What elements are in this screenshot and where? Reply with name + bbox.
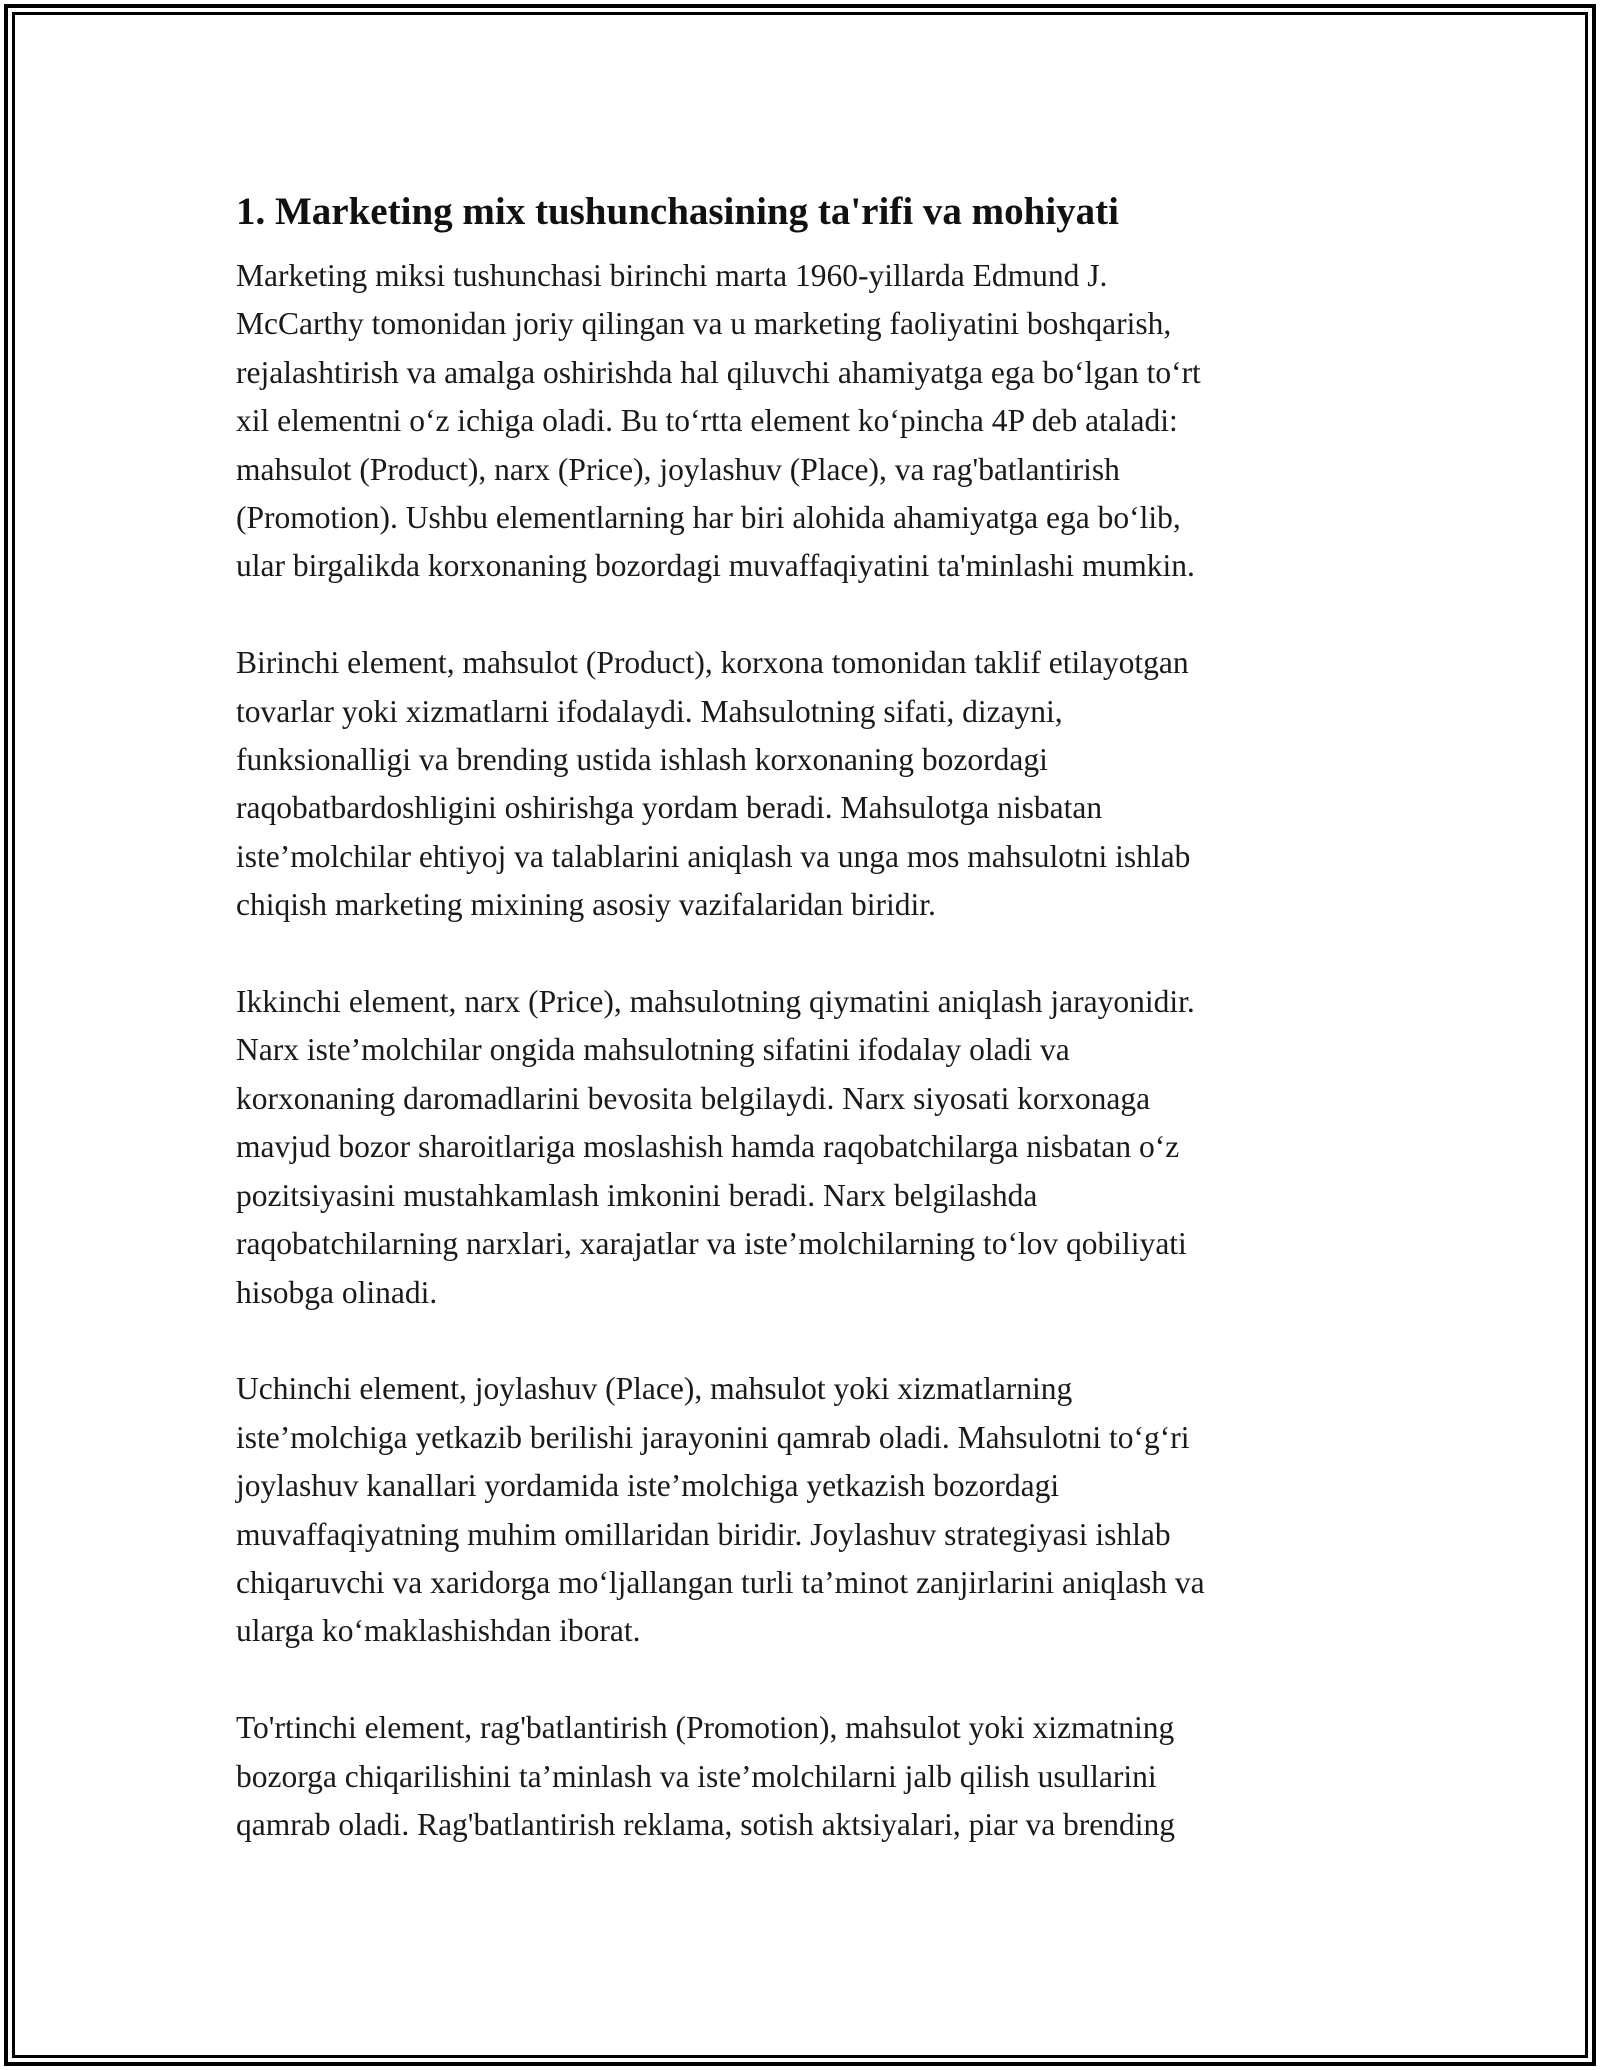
paragraph-intro [236, 252, 1376, 591]
paragraph-place [236, 1365, 1376, 1655]
paragraph-line: Uchinchi element, joylashuv (Place), mahsulot yoki xizmatlarning [236, 1371, 1073, 1407]
paragraph-line: Marketing miksi tushunchasi birinchi marta 1960-yillarda Edmund J. [236, 258, 1108, 293]
paragraph-line: pozitsiyasini mustahkamlash imkonini beradi. Narx belgilashda [236, 1177, 1038, 1213]
paragraph-line: joylashuv kanallari yordamida iste’molchiga yetkazish bozordagi [236, 1468, 1060, 1504]
paragraph-line: mahsulot (Product), narx (Price), joylashuv (Place), va rag'batlantirish [236, 451, 1120, 487]
paragraph-line: ular birgalikda korxonaning bozordagi muvaffaqiyatini ta'minlashi mumkin. [236, 548, 1195, 584]
paragraph-product [236, 639, 1376, 929]
paragraph-line: xil elementni o‘z ichiga oladi. Bu to‘rtta element ko‘pincha 4P deb ataladi: [236, 403, 1178, 439]
paragraph-line: rejalashtirish va amalga oshirishda hal qiluvchi ahamiyatga ega bo‘lgan to‘rt [236, 354, 1201, 390]
paragraph-line: To'rtinchi element, rag'batlantirish (Promotion), mahsulot yoki xizmatning [236, 1710, 1175, 1746]
paragraph-line: McCarthy tomonidan joriy qilingan va u marketing faoliyatini boshqarish, [236, 306, 1172, 342]
paragraph-line: bozorga chiqarilishini ta’minlash va iste’molchilarni jalb qilish usullarini [236, 1758, 1157, 1794]
paragraph-line: hisobga olinadi. [236, 1274, 438, 1310]
paragraph-promotion [236, 1704, 1376, 1849]
paragraph-line: qamrab oladi. Rag'batlantirish reklama, sotish aktsiyalari, piar va brending [236, 1806, 1176, 1842]
paragraph-line: ularga ko‘maklashishdan iborat. [236, 1613, 641, 1649]
paragraph-line: funksionalligi va brending ustida ishlash korxonaning bozordagi [236, 742, 1048, 778]
paragraph-line: muvaffaqiyatning muhim omillaridan biridir. Joylashuv strategiyasi ishlab [236, 1516, 1171, 1552]
paragraph-line: Ikkinchi element, narx (Price), mahsulotning qiymatini aniqlash jarayonidir. [236, 984, 1195, 1020]
document-body [236, 184, 1376, 1898]
paragraph-line: tovarlar yoki xizmatlarni ifodalaydi. Mahsulotning sifati, dizayni, [236, 693, 1063, 729]
paragraph-line: mavjud bozor sharoitlariga moslashish hamda raqobatchilarga nisbatan o‘z [236, 1129, 1180, 1165]
paragraph-line: iste’molchilar ehtiyoj va talablarini aniqlash va unga mos mahsulotni ishlab [236, 838, 1191, 874]
paragraph-line: Narx iste’molchilar ongida mahsulotning sifatini ifodalay oladi va [236, 1032, 1070, 1068]
paragraph-line: chiqaruvchi va xaridorga mo‘ljallangan turli ta’minot zanjirlarini aniqlash va [236, 1564, 1205, 1600]
paragraph-line: Birinchi element, mahsulot (Product), korxona tomonidan taklif etilayotgan [236, 645, 1189, 681]
paragraph-line: iste’molchiga yetkazib berilishi jarayonini qamrab oladi. Mahsulotni to‘g‘ri [236, 1419, 1190, 1455]
paragraph-line: korxonaning daromadlarini bevosita belgilaydi. Narx siyosati korxonaga [236, 1080, 1151, 1116]
paragraph-price [236, 978, 1376, 1317]
paragraph-line: raqobatchilarning narxlari, xarajatlar va iste’molchilarning to‘lov qobiliyati [236, 1226, 1187, 1262]
paragraph-line: (Promotion). Ushbu elementlarning har biri alohida ahamiyatga ega bo‘lib, [236, 500, 1181, 536]
paragraph-line: raqobatbardoshligini oshirishga yordam beradi. Mahsulotga nisbatan [236, 790, 1103, 826]
paragraph-line: chiqish marketing mixining asosiy vazifalaridan biridir. [236, 887, 936, 923]
section-heading: 1. Marketing mix tushunchasining ta'rifi va mohiyati [236, 190, 1119, 233]
